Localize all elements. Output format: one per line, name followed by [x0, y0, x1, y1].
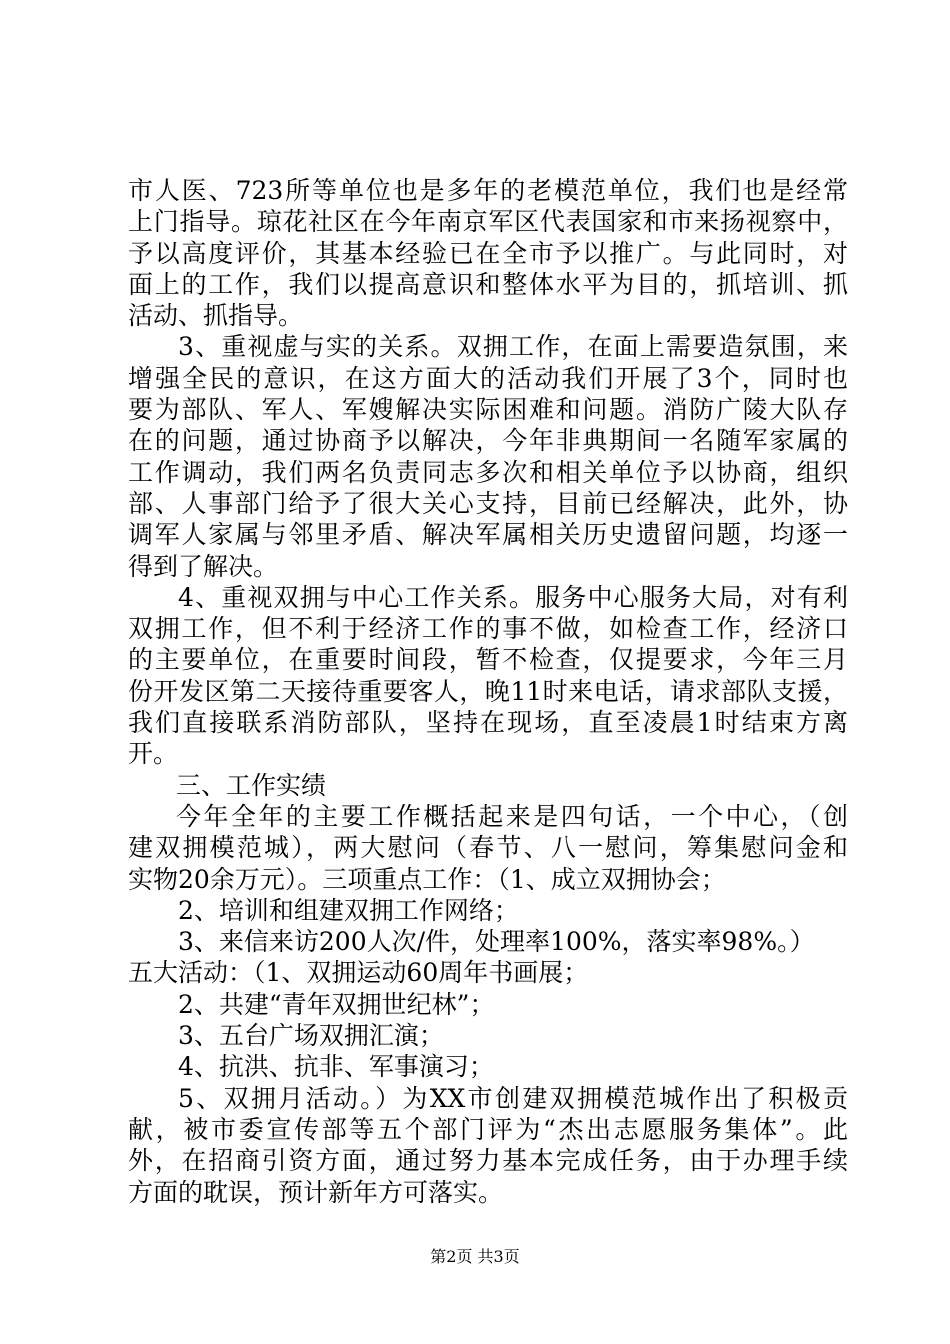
- text-line: 的主要单位，在重要时间段，暂不检查，仅提要求，今年三月: [128, 645, 848, 675]
- text-line: 方面的耽误，预计新年方可落实。: [128, 1177, 504, 1207]
- text-line: 面上的工作，我们以提高意识和整体水平为目的，抓培训、抓: [128, 269, 848, 299]
- text-line: 部、人事部门给予了很大关心支持，目前已经解决，此外，协: [128, 488, 848, 518]
- text-line: 2、培训和组建双拥工作网络；: [178, 895, 519, 925]
- text-line: 3、来信来访200人次/件，处理率100%，落实率98%。）: [178, 927, 815, 957]
- text-line: 外，在招商引资方面，通过努力基本完成任务，由于办理手续: [128, 1146, 848, 1176]
- text-line: 三、工作实绩: [176, 770, 327, 800]
- text-line: 在的问题，通过协商予以解决，今年非典期间一名随军家属的: [128, 426, 848, 456]
- text-line: 5、双拥月活动。）为XX市创建双拥模范城作出了积极贡: [178, 1083, 848, 1113]
- text-line: 要为部队、军人、军嫂解决实际困难和问题。消防广陵大队存: [128, 395, 848, 425]
- text-line: 活动、抓指导。: [128, 301, 304, 331]
- text-line: 3、五台广场双拥汇演；: [178, 1021, 444, 1051]
- text-line: 上门指导。琼花社区在今年南京军区代表国家和市来扬视察中，: [128, 207, 848, 237]
- text-line: 献，被市委宣传部等五个部门评为“杰出志愿服务集体”。此: [128, 1114, 848, 1144]
- text-line: 开。: [128, 739, 179, 769]
- text-line: 3、重视虚与实的关系。双拥工作，在面上需要造氛围，来: [178, 332, 848, 362]
- text-line: 4、重视双拥与中心工作关系。服务中心服务大局，对有利: [178, 582, 848, 612]
- text-line: 得到了解决。: [128, 551, 279, 581]
- text-line: 增强全民的意识，在这方面大的活动我们开展了3个，同时也: [128, 363, 848, 393]
- text-line: 份开发区第二天接待重要客人，晚11时来电话，请求部队支援，: [128, 676, 848, 706]
- text-line: 建双拥模范城），两大慰问（春节、八一慰问，筹集慰问金和: [128, 833, 848, 863]
- text-line: 实物20余万元）。三项重点工作：（1、成立双拥协会；: [128, 864, 726, 894]
- text-line: 予以高度评价，其基本经验已在全市予以推广。与此同时，对: [128, 238, 848, 268]
- text-line: 我们直接联系消防部队，坚持在现场，直至凌晨1时结束方离: [128, 708, 848, 738]
- text-line: 工作调动，我们两名负责同志多次和相关单位予以协商，组织: [128, 457, 848, 487]
- text-line: 市人医、723所等单位也是多年的老模范单位，我们也是经常: [128, 176, 848, 205]
- text-line: 4、抗洪、抗非、军事演习；: [178, 1052, 494, 1082]
- text-line: 调军人家属与邻里矛盾、解决军属相关历史遗留问题，均逐一: [128, 520, 848, 550]
- text-line: 五大活动：（1、双拥运动60周年书画展；: [128, 958, 589, 988]
- text-line: 今年全年的主要工作概括起来是四句话，一个中心，（创: [176, 801, 848, 831]
- text-line: 双拥工作，但不利于经济工作的事不做，如检查工作，经济口: [128, 614, 848, 644]
- document-body: [128, 175, 848, 1208]
- text-line: 2、共建“青年双拥世纪林”；: [178, 989, 495, 1019]
- page-footer: 第2页 共3页: [430, 1247, 520, 1266]
